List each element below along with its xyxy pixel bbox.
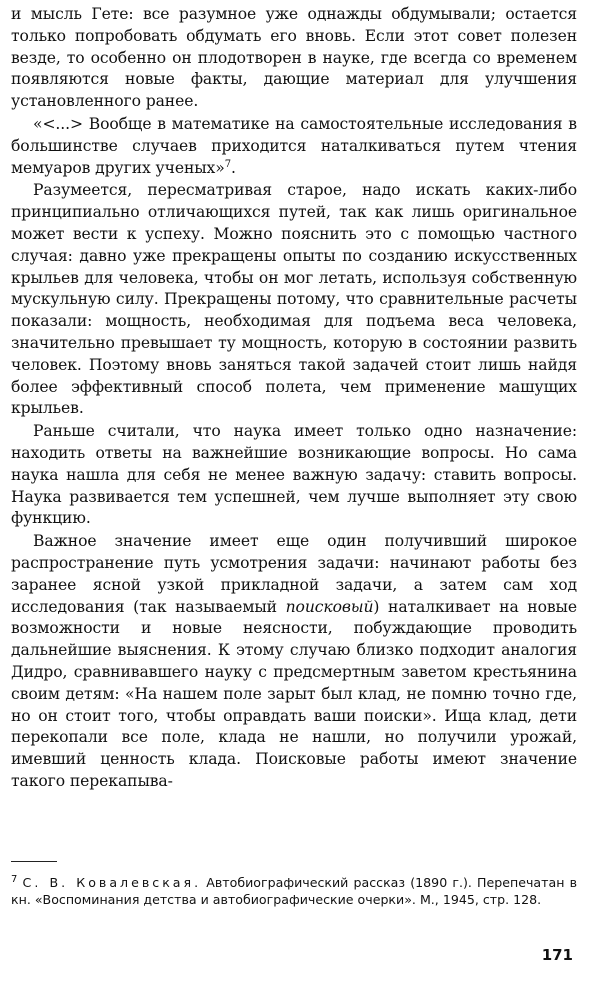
footnote-divider [11,861,57,862]
quote-end: . [230,158,236,177]
page-number: 171 [541,946,573,964]
footnote-reference: 7 [224,158,231,170]
paragraph-3: Разумеется, пересматривая старое, надо искать каких-либо принципиально отличающихся путей, так как лишь оригинальное может вести к успеху. Можно пояснить это с помощью частного случая: давно уже прекращены опыты по созданию искусственных крыльев для человека, чтобы он мог летать, используя собственную мускульную силу. Прекращены потому, что сравнительные расчеты показали: мощность, необходимая для подъема веса человека, значительно превышает ту мощность, которую в состоянии развить человек. Поэтому вновь заняться такой задачей стоит лишь найдя более эффективный способ полета, чем применение машущих крыльев. [11,181,577,418]
paragraph-4: Раньше считали, что наука имеет только одно назначение: находить ответы на важнейшие возникающие вопросы. Но сама наука нашла для себя не менее важную задачу: ставить вопросы. Наука развивается тем успешней, чем лучше выполняет эту свою функцию. [11,422,577,528]
footnote [11,874,577,908]
paragraph-1: и мысль Гете: все разумное уже однажды обдумывали; остается только попробовать обдумать его вновь. Если этот совет полезен везде, то особенно он плодотворен в науке, где всегда со временем появляются новые факты, дающие материал для улучшения установленного ранее. [11,5,577,111]
paragraph-5-part-b: ) наталкивает на новые возможности и новые неясности, побуждающие проводить дальнейшие выяснения. К этому случаю близко подходит аналогия Дидро, сравнивавшего науку с предсмертным заветом крестьянина своим детям: «На нашем поле зарыт был клад, не помню точно где, но он стоит того, чтобы оправдать ваши поиски». Ища клад, дети перекопали все поле, клада не нашли, но получили урожай, имевший ценность клада. Поисковые работы имеют значение такого перекапыва- [11,597,577,790]
paragraph-5-part-a: Важное значение имеет еще один получивший широкое распространение путь усмотрения задачи: начинают работы без заранее ясной узкой прикладной задачи, а затем сам ход исследования (так называемый [11,532,577,616]
quote-text: «<...> Вообще в математике на самостоятельные исследования в большинстве случаев приходится наталкиваться путем чтения мемуаров других ученых» [11,114,577,177]
main-text [11,4,577,793]
footnote-marker: 7 [11,873,18,885]
paragraph-5 [11,531,577,793]
paragraph-2-quote [11,114,577,179]
footnote-text: Автобиографический рассказ (1890 г.). Перепечатан в кн. «Воспоминания детства и автобиографические очерки». М., 1945, стр. 128. [11,875,577,907]
footnote-author: С. В. Ковалевская. [22,875,202,890]
emphasis-term: поисковый [285,597,374,616]
